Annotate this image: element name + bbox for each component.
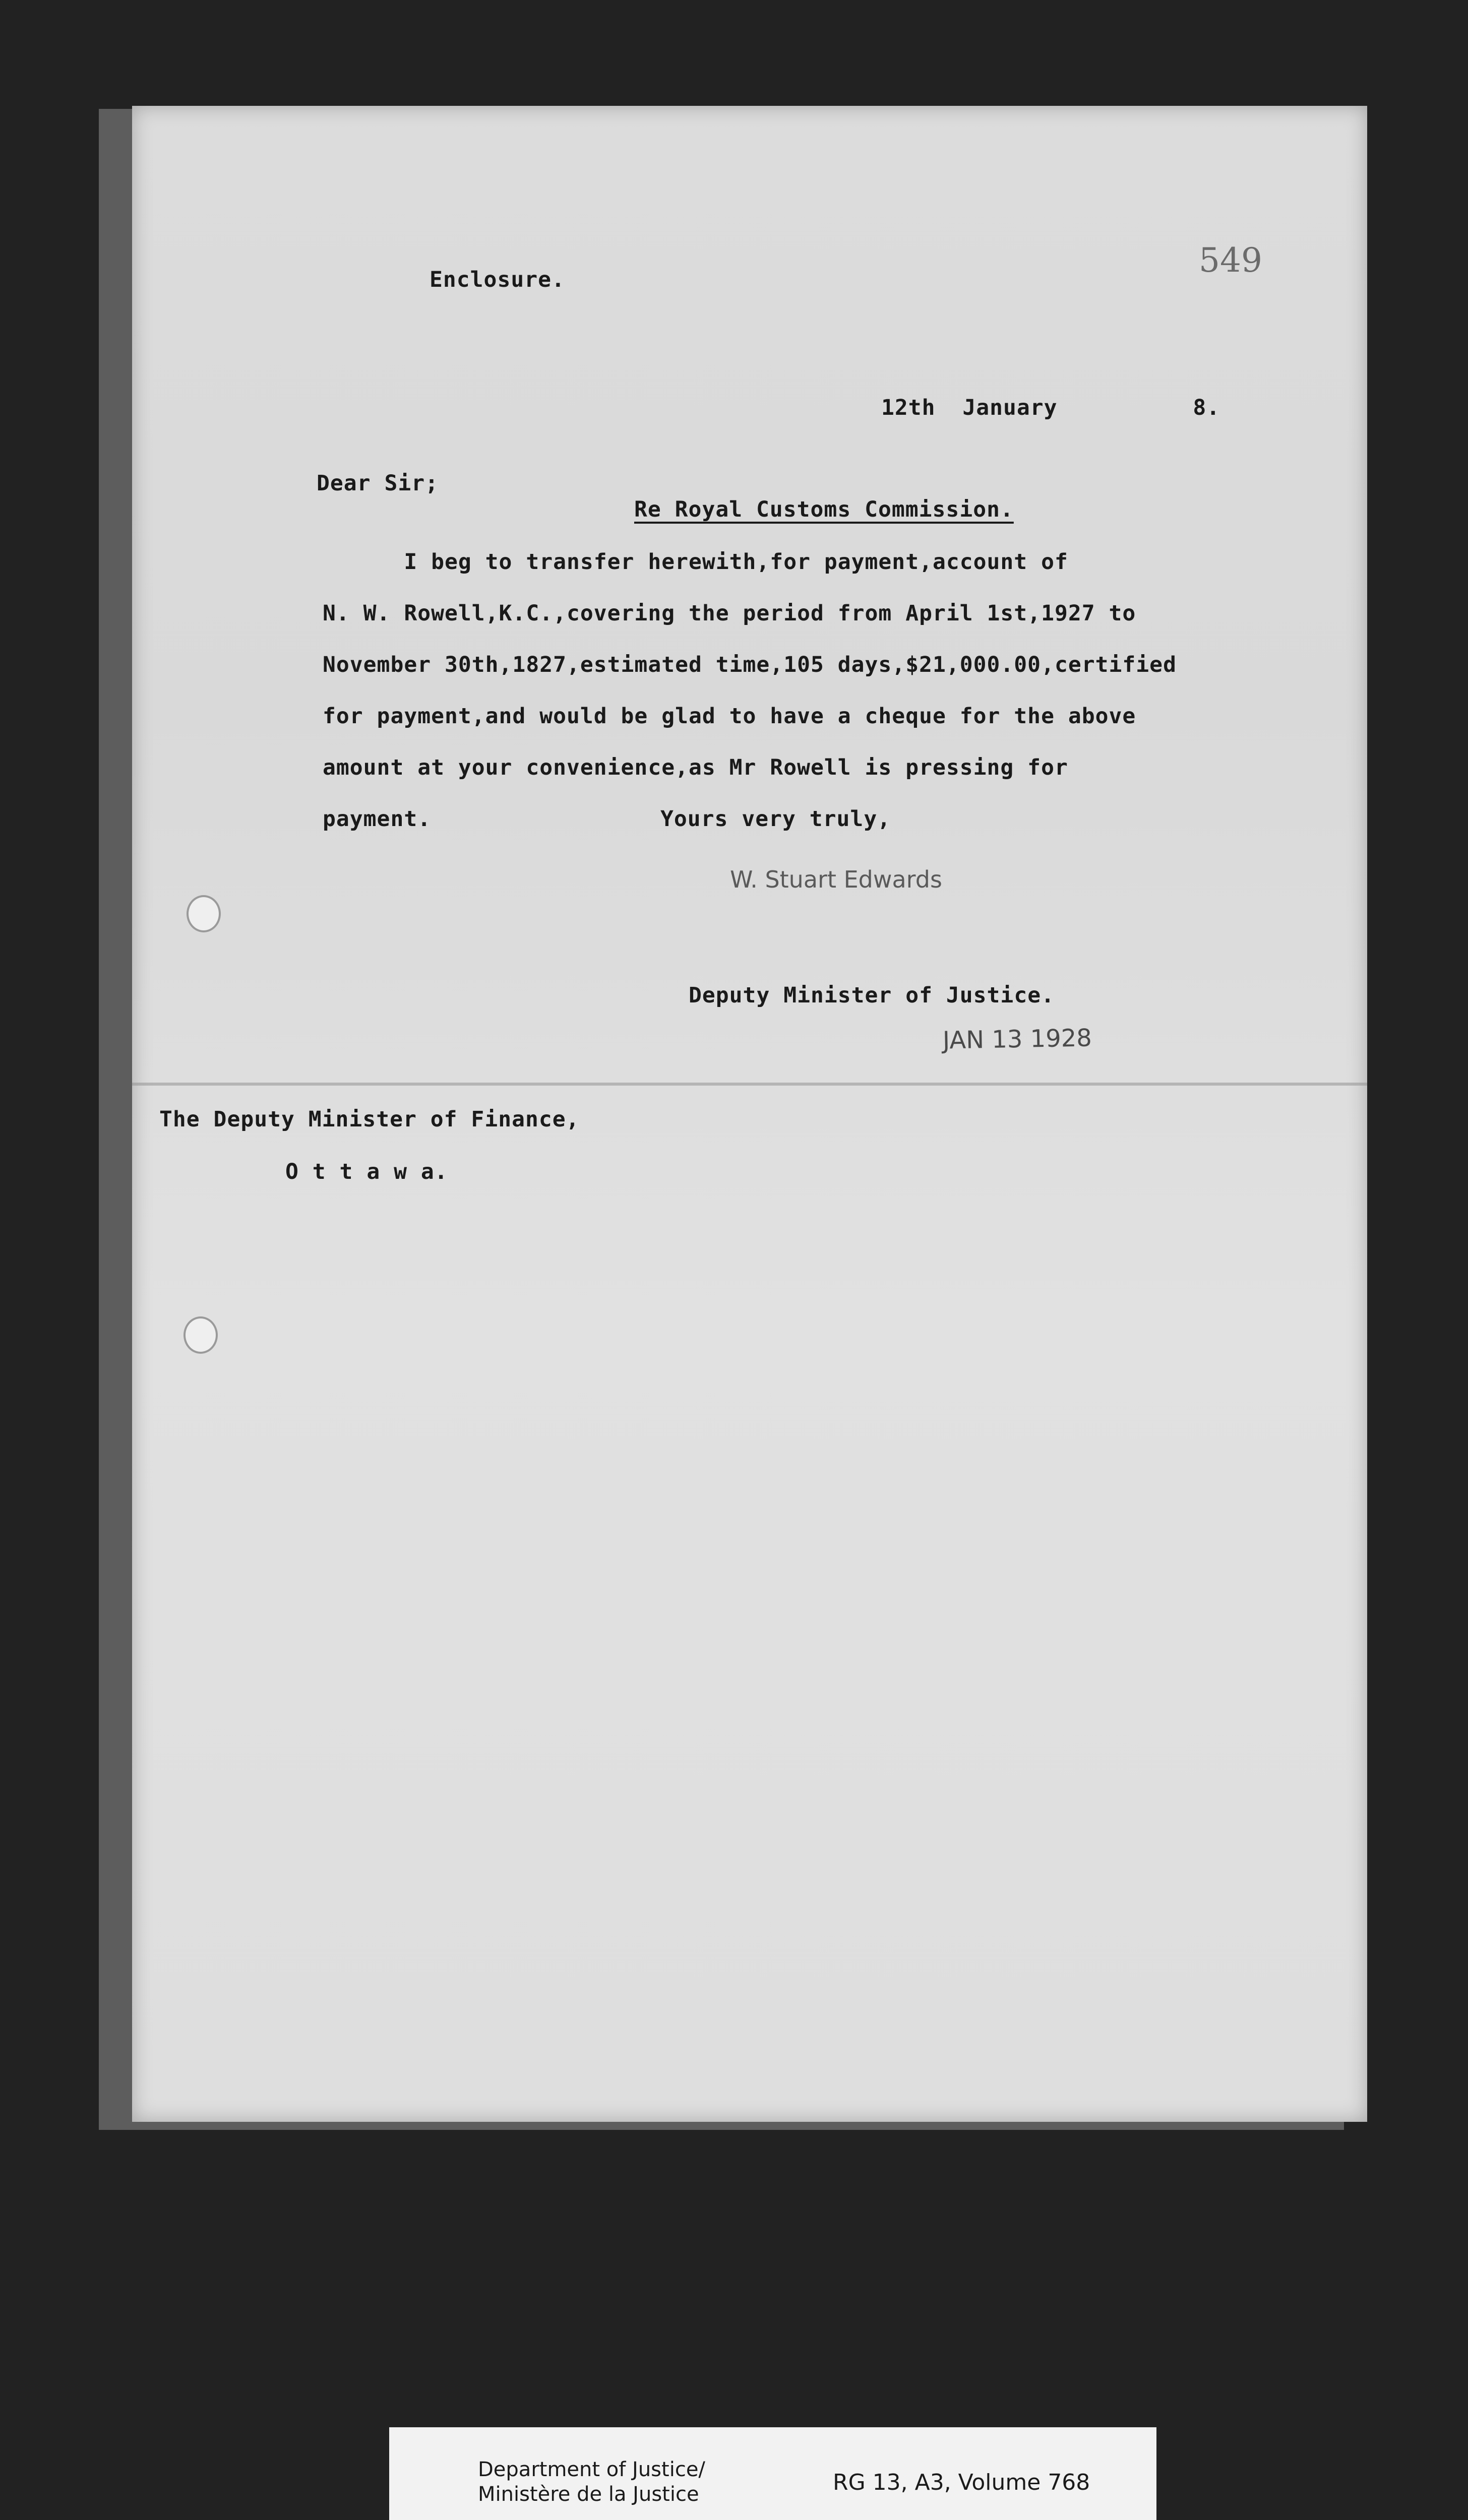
salutation: Dear Sir;: [317, 471, 439, 496]
fold-line: [132, 1083, 1367, 1086]
archive-reference-card: [389, 2427, 1156, 2520]
body-line: payment.: [323, 806, 432, 832]
addressee-city: O t t a w a.: [285, 1159, 448, 1184]
signatory-title: Deputy Minister of Justice.: [689, 983, 1055, 1008]
punch-hole-bottom: [184, 1316, 218, 1354]
addressee-line: The Deputy Minister of Finance,: [159, 1107, 580, 1132]
letter-date: 12th January 8.: [881, 395, 1220, 420]
signature: W. Stuart Edwards: [730, 866, 942, 893]
department-name: Department of Justice/ Ministère de la Justice: [478, 2458, 705, 2506]
date-stamp: JAN 13 1928: [942, 1024, 1092, 1055]
body-line: amount at your convenience,as Mr Rowell is pressing for: [323, 755, 1068, 780]
body-line: for payment,and would be glad to have a cheque for the above: [323, 704, 1136, 729]
page-number: 549: [1199, 241, 1262, 280]
body-line: N. W. Rowell,K.C.,covering the period from April 1st,1927 to: [323, 601, 1136, 626]
body-line: November 30th,1827,estimated time,105 days,$21,000.00,certified: [323, 652, 1177, 677]
enclosure-label: Enclosure.: [430, 267, 565, 292]
record-group-reference: RG 13, A3, Volume 768: [833, 2470, 1090, 2495]
closing: Yours very truly,: [660, 806, 891, 832]
punch-hole-top: [187, 895, 221, 932]
body-line: I beg to transfer herewith,for payment,account of: [323, 549, 1068, 575]
subject-line: Re Royal Customs Commission.: [634, 497, 1014, 522]
